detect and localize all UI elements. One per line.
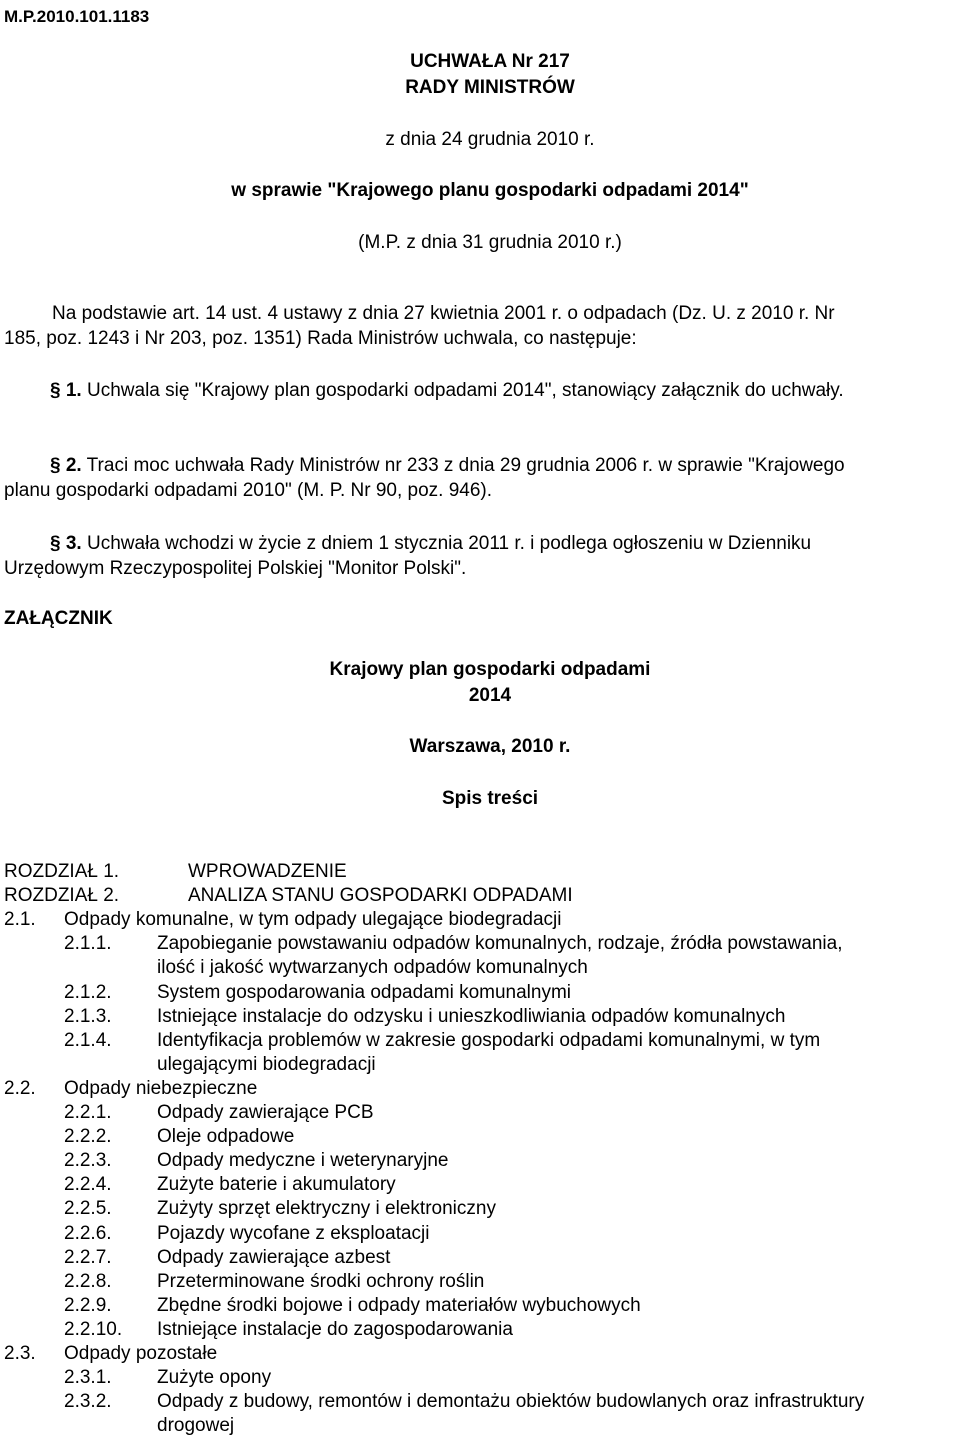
toc-entry-title: Odpady komunalne, w tym odpady ulegające biodegradacji [64, 909, 562, 931]
section-2-continuation: planu gospodarki odpadami 2010" (M. P. Nr 90, poz. 946). [4, 480, 493, 501]
toc-entry-title: Pojazdy wycofane z eksploatacji [157, 1222, 430, 1244]
document-id: M.P.2010.101.1183 [4, 7, 150, 26]
toc-entry-title: Zużyty sprzęt elektryczny i elektroniczny [157, 1198, 496, 1220]
toc-entry-title: ulegającymi biodegradacji [157, 1053, 376, 1075]
toc-entry-title: ilość i jakość wytwarzanych odpadów komunalnych [157, 957, 588, 979]
toc-entry-number: 2.1.4. [64, 1029, 112, 1051]
section-number: 1. [65, 380, 82, 401]
preamble-line-1: Na podstawie art. 14 ust. 4 ustawy z dnia 27 kwietnia 2001 r. o odpadach (Dz. U. z 2010 r. Nr [52, 303, 835, 324]
toc-entry-number: 2.2.9. [64, 1294, 112, 1316]
toc-entry-title: Zapobieganie powstawaniu odpadów komunalnych, rodzaje, źródła powstawania, [157, 933, 843, 955]
toc-entry-title: Oleje odpadowe [157, 1126, 295, 1148]
preamble-line-2: 185, poz. 1243 i Nr 203, poz. 1351) Rada Ministrów uchwala, co następuje: [4, 328, 637, 349]
publication-info: (M.P. z dnia 31 grudnia 2010 r.) [358, 232, 622, 253]
section-3 [50, 532, 960, 556]
annex-place-date: Warszawa, 2010 r. [409, 736, 571, 757]
toc-entry-number: 2.2.1. [64, 1102, 112, 1123]
section-text: Uchwala się "Krajowy plan gospodarki odpadami 2014", stanowiący załącznik do uchwały. [87, 380, 844, 401]
toc-entry-title: Przeterminowane środki ochrony roślin [157, 1270, 485, 1292]
toc-entry-title: Zbędne środki bojowe i odpady materiałów wybuchowych [157, 1294, 641, 1316]
toc-entry-title: Zużyte baterie i akumulatory [157, 1174, 396, 1196]
toc-entry-number: 2.1. [4, 909, 36, 931]
toc-entry-number: 2.3.1. [64, 1367, 112, 1389]
resolution-subject: w sprawie "Krajowego planu gospodarki odpadami 2014" [231, 180, 749, 201]
toc-entry-title: Odpady z budowy, remontów i demontażu obiektów budowlanych oraz infrastruktury [157, 1391, 865, 1413]
section-3-continuation: Urzędowym Rzeczypospolitej Polskiej "Monitor Polski". [4, 558, 467, 579]
toc-entry-title: Odpady zawierające azbest [157, 1246, 391, 1268]
toc-entry-number: ROZDZIAŁ 2. [4, 885, 120, 907]
toc-entry-title: drogowej [157, 1415, 235, 1437]
section-sign: § [50, 455, 61, 476]
annex-title: Krajowy plan gospodarki odpadami [329, 659, 651, 680]
toc-entry-number: 2.3. [4, 1343, 36, 1364]
section-sign: § [50, 380, 61, 401]
toc-entry-number: 2.1.3. [64, 1005, 112, 1027]
toc-entry-title: ANALIZA STANU GOSPODARKI ODPADAMI [188, 885, 573, 907]
issuing-body: RADY MINISTRÓW [405, 77, 575, 98]
toc-entry-title: Zużyte opony [157, 1367, 272, 1389]
section-2 [50, 454, 960, 478]
toc-heading: Spis treści [441, 788, 539, 809]
toc-entry-title: Istniejące instalacje do odzysku i unieszkodliwiania odpadów komunalnych [157, 1005, 786, 1027]
toc-entry-number: ROZDZIAŁ 1. [4, 861, 120, 882]
section-number: 2. [65, 455, 82, 476]
toc-entry-title: Odpady medyczne i weterynaryjne [157, 1150, 449, 1172]
toc-entry-number: 2.2.3. [64, 1150, 112, 1172]
toc-entry-title: System gospodarowania odpadami komunalnymi [157, 981, 572, 1003]
toc-entry-title: Odpady pozostałe [64, 1343, 218, 1364]
annex-label: ZAŁĄCZNIK [4, 608, 113, 629]
resolution-title: UCHWAŁA Nr 217 [410, 51, 570, 72]
toc-entry-title: WPROWADZENIE [188, 861, 347, 882]
section-text: Traci moc uchwała Rady Ministrów nr 233 z dnia 29 grudnia 2006 r. w sprawie "Krajowego [86, 455, 845, 476]
section-number: 3. [65, 533, 82, 554]
toc-entry-number: 2.2.10. [64, 1318, 123, 1340]
section-sign: § [50, 533, 61, 554]
resolution-date: z dnia 24 grudnia 2010 r. [385, 129, 595, 150]
toc-entry-title: Odpady niebezpieczne [64, 1077, 258, 1099]
toc-entry-number: 2.2.2. [64, 1126, 112, 1148]
toc-entry-number: 2.2.4. [64, 1174, 112, 1196]
toc-entry-number: 2.1.1. [64, 933, 112, 955]
toc-entry-number: 2.2. [4, 1077, 36, 1099]
toc-entry-number: 2.3.2. [64, 1391, 112, 1413]
toc-entry-title: Identyfikacja problemów w zakresie gospodarki odpadami komunalnymi, w tym [157, 1029, 821, 1051]
toc-entry-number: 2.2.7. [64, 1246, 112, 1268]
section-text: Uchwała wchodzi w życie z dniem 1 stycznia 2011 r. i podlega ogłoszeniu w Dzienniku [87, 533, 812, 554]
toc-entry-title: Odpady zawierające PCB [157, 1102, 374, 1123]
toc-entry-number: 2.2.6. [64, 1222, 112, 1244]
toc-entry-number: 2.2.8. [64, 1270, 112, 1292]
annex-year: 2014 [468, 685, 512, 706]
toc-entry-title: Istniejące instalacje do zagospodarowania [157, 1318, 513, 1340]
toc-entry-number: 2.1.2. [64, 981, 112, 1003]
toc-entry-number: 2.2.5. [64, 1198, 112, 1220]
section-1 [50, 379, 960, 403]
